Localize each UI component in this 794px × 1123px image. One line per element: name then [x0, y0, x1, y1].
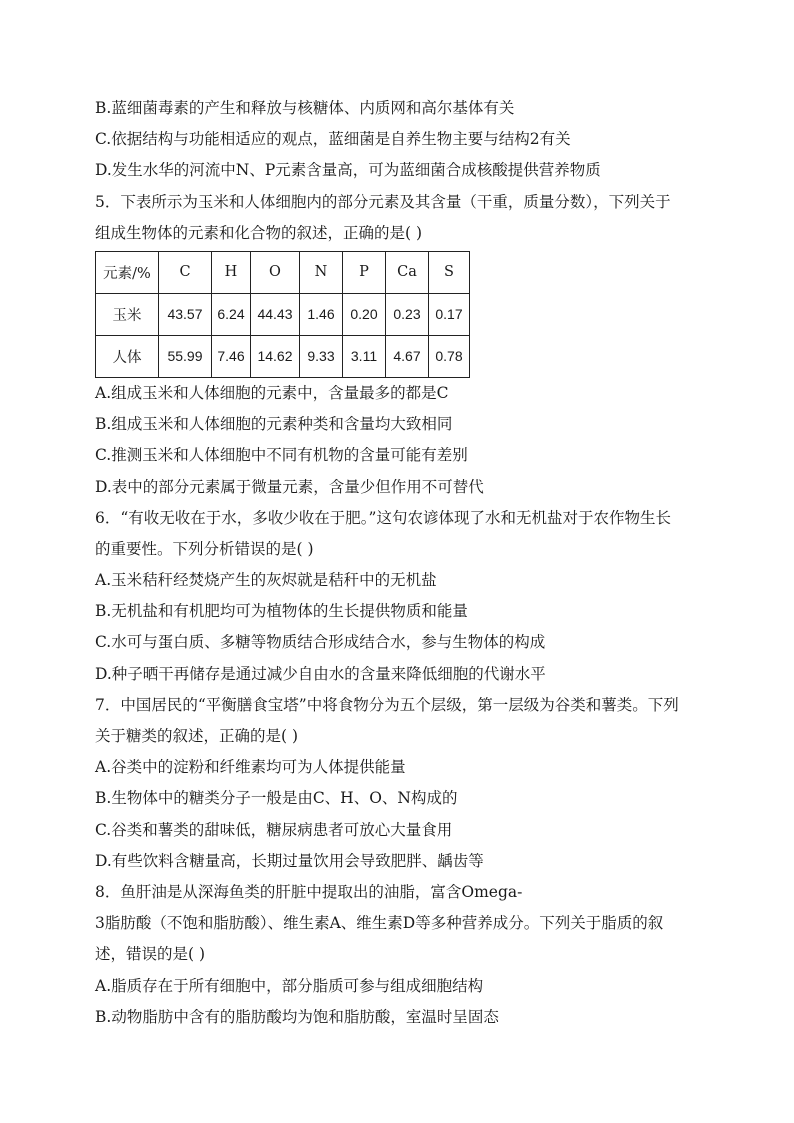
- q6-stem-line-1: 6．“有收无收在于水，多收少收在于肥。”这句农谚体现了水和无机盐对于农作物生长: [95, 508, 671, 527]
- table-cell: 6.24: [212, 293, 251, 335]
- q7-option-b: B.生物体中的糖类分子一般是由C、H、O、N构成的: [95, 789, 458, 808]
- table-header-cell: N: [300, 251, 343, 293]
- table-cell: 0.23: [386, 293, 429, 335]
- q6-option-a: A.玉米秸秆经焚烧产生的灰烬就是秸秆中的无机盐: [95, 571, 437, 590]
- q8-stem-line-2: 3脂肪酸（不饱和脂肪酸）、维生素A、维生素D等多种营养成分。下列关于脂质的叙: [95, 914, 664, 933]
- table-cell: 1.46: [300, 293, 343, 335]
- q5-stem-line-2: 组成生物体的元素和化合物的叙述，正确的是( ): [95, 223, 423, 242]
- q4-option-d: D.发生水华的河流中N、P元素含量高，可为蓝细菌合成核酸提供营养物质: [95, 161, 601, 180]
- table-cell: 玉米: [96, 293, 159, 335]
- element-content-table: [95, 251, 470, 378]
- table-cell: 0.17: [429, 293, 470, 335]
- q4-option-c: C.依据结构与功能相适应的观点，蓝细菌是自养生物主要与结构2有关: [95, 130, 571, 149]
- q6-option-c: C.水可与蛋白质、多糖等物质结合形成结合水，参与生物体的构成: [95, 633, 546, 652]
- table-row: [96, 293, 470, 335]
- table-header-row: [96, 251, 470, 293]
- table-cell: 43.57: [159, 293, 212, 335]
- table-header-cell: O: [251, 251, 300, 293]
- q7-stem-line-2: 关于糖类的叙述，正确的是( ): [95, 727, 299, 745]
- q7-option-d: D.有些饮料含糖量高，长期过量饮用会导致肥胖、龋齿等: [95, 851, 484, 870]
- table-cell: 14.62: [251, 335, 300, 377]
- q5-option-b: B.组成玉米和人体细胞的元素种类和含量均大致相同: [95, 415, 453, 434]
- table-header-cell: 元素/%: [96, 251, 159, 293]
- table-cell: 0.78: [429, 335, 470, 377]
- q6-stem-line-2: 的重要性。下列分析错误的是( ): [95, 539, 314, 558]
- table-header-cell: C: [159, 251, 212, 293]
- q8-option-b: B.动物脂肪中含有的脂肪酸均为饱和脂肪酸，室温时呈固态: [95, 1007, 499, 1026]
- table-header-cell: H: [212, 251, 251, 293]
- table-header-cell: Ca: [386, 251, 429, 293]
- table-cell: 44.43: [251, 293, 300, 335]
- q5-option-c: C.推测玉米和人体细胞中不同有机物的含量可能有差别: [95, 446, 468, 465]
- q8-stem-line-1: 8．鱼肝油是从深海鱼类的肝脏中提取出的油脂，富含Omega-: [95, 882, 523, 901]
- element-content-table-wrap: [95, 251, 705, 378]
- table-header-cell: P: [343, 251, 386, 293]
- table-header-cell: S: [429, 251, 470, 293]
- q8-stem-line-3: 述，错误的是( ): [95, 945, 206, 964]
- table-cell: 3.11: [343, 335, 386, 377]
- q5-stem-line-1: 5．下表所示为玉米和人体细胞内的部分元素及其含量（干重，质量分数），下列关于: [95, 192, 671, 211]
- q4-option-b: B.蓝细菌毒素的产生和释放与核糖体、内质网和高尔基体有关: [95, 99, 515, 117]
- table-row: [96, 335, 470, 377]
- q7-option-a: A.谷类中的淀粉和纤维素均可为人体提供能量: [95, 758, 406, 777]
- table-cell: 9.33: [300, 335, 343, 377]
- table-cell: 4.67: [386, 335, 429, 377]
- q6-option-b: B.无机盐和有机肥均可为植物体的生长提供物质和能量: [95, 602, 468, 621]
- table-cell: 55.99: [159, 335, 212, 377]
- q5-option-d: D.表中的部分元素属于微量元素，含量少但作用不可替代: [95, 477, 484, 496]
- q6-option-d: D.种子晒干再储存是通过减少自由水的含量来降低细胞的代谢水平: [95, 664, 546, 683]
- exam-page: [95, 93, 705, 1033]
- table-cell: 0.20: [343, 293, 386, 335]
- q7-stem-line-1: 7．中国居民的“平衡膳食宝塔”中将食物分为五个层级，第一层级为谷类和薯类。下列: [95, 695, 679, 714]
- table-cell: 7.46: [212, 335, 251, 377]
- q8-option-a: A.脂质存在于所有细胞中，部分脂质可参与组成细胞结构: [95, 976, 484, 995]
- q7-option-c: C.谷类和薯类的甜味低，糖尿病患者可放心大量食用: [95, 820, 453, 839]
- table-cell: 人体: [96, 335, 159, 377]
- q5-option-a: A.组成玉米和人体细胞的元素中，含量最多的都是C: [95, 383, 449, 402]
